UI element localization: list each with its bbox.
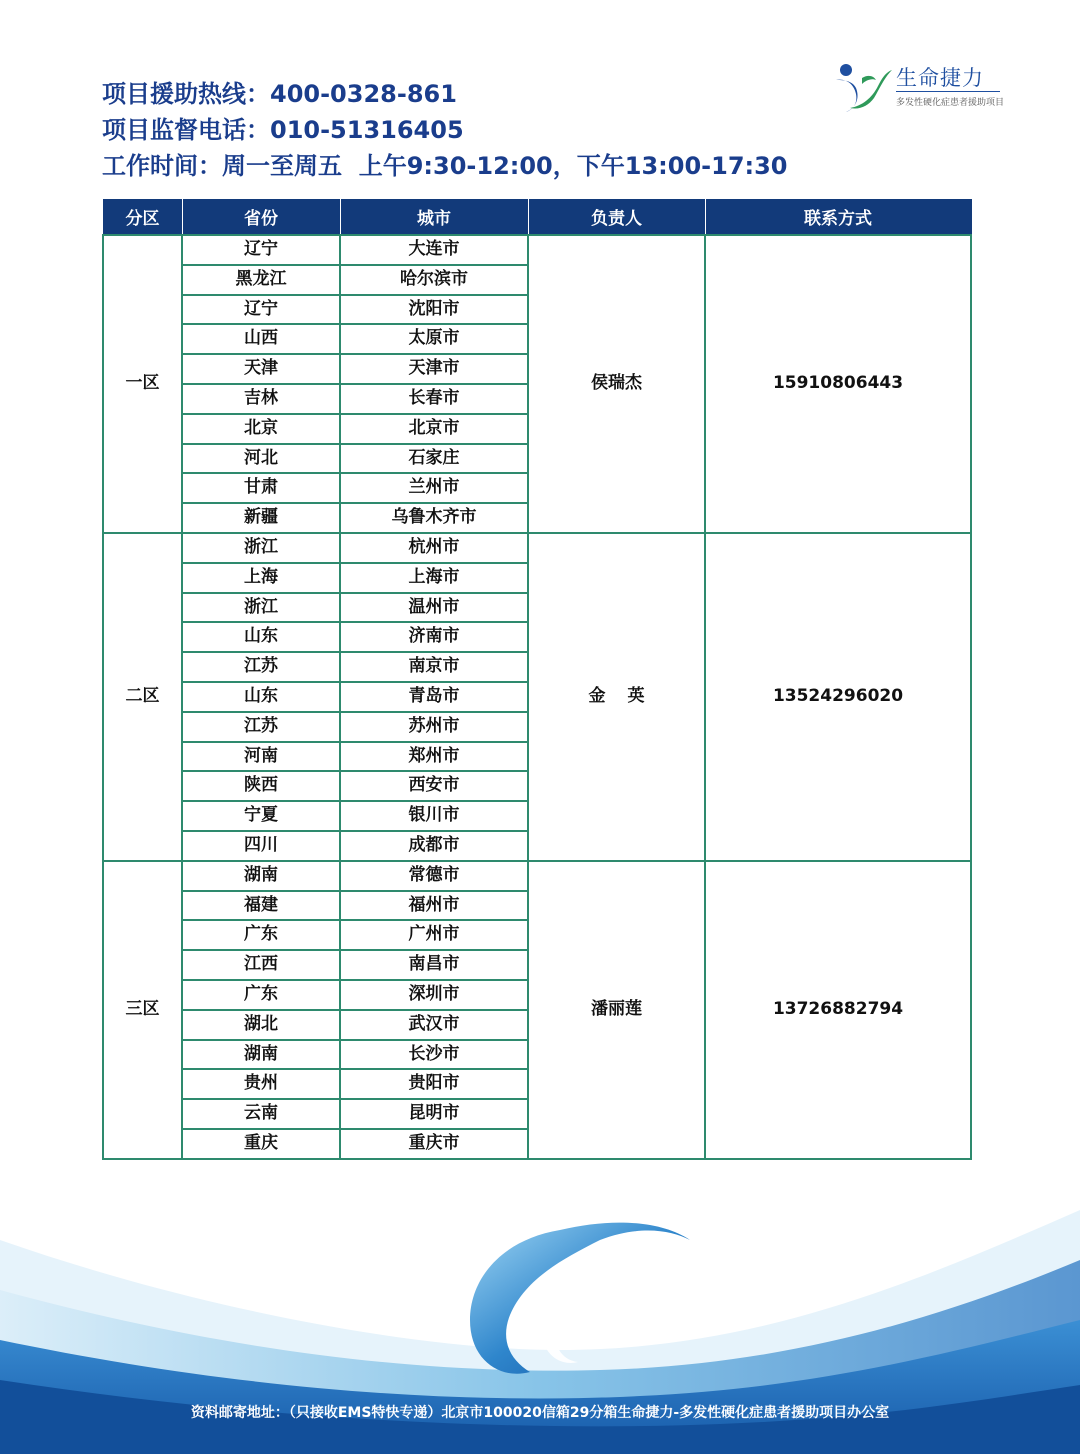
province-cell: 北京 <box>182 414 340 444</box>
contact-phone-cell: 15910806443 <box>705 235 971 533</box>
working-hours-label: 工作时间： <box>102 152 222 180</box>
province-cell: 河南 <box>182 742 340 772</box>
mailing-address: 资料邮寄地址：（只接收EMS特快专递）北京市100020信箱29分箱生命捷力-多发性硬化症患者援助项目办公室 <box>190 1405 890 1421</box>
city-cell: 北京市 <box>340 414 528 444</box>
column-header-province: 省份 <box>182 199 340 235</box>
manager-name: 金英 <box>588 685 667 706</box>
table-row <box>103 533 971 563</box>
city-cell: 长春市 <box>340 384 528 414</box>
zone-cell: 三区 <box>103 861 182 1159</box>
city-cell: 苏州市 <box>340 712 528 742</box>
city-cell: 济南市 <box>340 622 528 652</box>
province-cell: 江苏 <box>182 652 340 682</box>
city-cell: 贵阳市 <box>340 1069 528 1099</box>
city-cell: 银川市 <box>340 801 528 831</box>
brand-logo <box>832 58 1012 114</box>
province-cell: 河北 <box>182 444 340 474</box>
contact-phone-cell: 13726882794 <box>705 861 971 1159</box>
city-cell: 深圳市 <box>340 980 528 1010</box>
column-header-city: 城市 <box>340 199 528 235</box>
province-cell: 辽宁 <box>182 295 340 325</box>
city-cell: 乌鲁木齐市 <box>340 503 528 533</box>
province-cell: 山西 <box>182 324 340 354</box>
table-row <box>103 235 971 265</box>
city-cell: 成都市 <box>340 831 528 861</box>
manager-name: 潘丽莲 <box>591 998 642 1019</box>
province-cell: 贵州 <box>182 1069 340 1099</box>
city-cell: 上海市 <box>340 563 528 593</box>
city-cell: 青岛市 <box>340 682 528 712</box>
province-cell: 云南 <box>182 1099 340 1129</box>
city-cell: 武汉市 <box>340 1010 528 1040</box>
contact-info-header <box>102 76 822 184</box>
column-header-manager: 负责人 <box>528 199 705 235</box>
working-hours-value: 周一至周五 上午9:30-12:00，下午13:00-17:30 <box>222 152 788 180</box>
city-cell: 南京市 <box>340 652 528 682</box>
province-cell: 上海 <box>182 563 340 593</box>
province-cell: 江苏 <box>182 712 340 742</box>
province-cell: 天津 <box>182 354 340 384</box>
table-row <box>103 861 971 891</box>
city-cell: 福州市 <box>340 891 528 921</box>
city-cell: 石家庄 <box>340 444 528 474</box>
city-cell: 广州市 <box>340 920 528 950</box>
hotline-label: 项目援助热线： <box>102 80 270 108</box>
hotline-number: 400-0328-861 <box>270 80 457 108</box>
hotline-line <box>102 76 822 112</box>
province-cell: 陕西 <box>182 771 340 801</box>
supervision-line <box>102 112 822 148</box>
province-cell: 湖南 <box>182 1040 340 1070</box>
province-cell: 广东 <box>182 920 340 950</box>
manager-cell <box>528 235 705 533</box>
province-cell: 黑龙江 <box>182 265 340 295</box>
province-cell: 重庆 <box>182 1129 340 1159</box>
city-cell: 常德市 <box>340 861 528 891</box>
column-header-zone: 分区 <box>103 199 182 235</box>
province-cell: 四川 <box>182 831 340 861</box>
column-header-contact: 联系方式 <box>705 199 971 235</box>
city-cell: 重庆市 <box>340 1129 528 1159</box>
city-cell: 南昌市 <box>340 950 528 980</box>
manager-cell <box>528 861 705 1159</box>
table-header-row <box>103 199 971 235</box>
city-cell: 温州市 <box>340 593 528 623</box>
province-cell: 辽宁 <box>182 235 340 265</box>
zone-cell: 二区 <box>103 533 182 861</box>
logo-figure-icon <box>832 58 894 114</box>
manager-name: 侯瑞杰 <box>591 373 642 394</box>
city-cell: 哈尔滨市 <box>340 265 528 295</box>
province-cell: 新疆 <box>182 503 340 533</box>
city-cell: 天津市 <box>340 354 528 384</box>
logo-divider <box>896 91 1000 92</box>
province-cell: 湖南 <box>182 861 340 891</box>
logo-subtitle: 多发性硬化症患者援助项目 <box>896 98 1005 108</box>
province-cell: 江西 <box>182 950 340 980</box>
city-cell: 杭州市 <box>340 533 528 563</box>
city-cell: 昆明市 <box>340 1099 528 1129</box>
province-cell: 浙江 <box>182 593 340 623</box>
city-cell: 郑州市 <box>340 742 528 772</box>
province-cell: 广东 <box>182 980 340 1010</box>
working-hours-line <box>102 148 822 184</box>
supervision-number: 010-51316405 <box>270 116 464 144</box>
province-cell: 山东 <box>182 682 340 712</box>
province-cell: 宁夏 <box>182 801 340 831</box>
province-cell: 福建 <box>182 891 340 921</box>
province-cell: 湖北 <box>182 1010 340 1040</box>
city-cell: 沈阳市 <box>340 295 528 325</box>
city-cell: 大连市 <box>340 235 528 265</box>
logo-title: 生命捷力 <box>896 66 984 90</box>
city-cell: 长沙市 <box>340 1040 528 1070</box>
regional-contacts-table <box>102 199 972 1160</box>
province-cell: 浙江 <box>182 533 340 563</box>
zone-cell: 一区 <box>103 235 182 533</box>
supervision-label: 项目监督电话： <box>102 116 270 144</box>
city-cell: 太原市 <box>340 324 528 354</box>
manager-cell <box>528 533 705 861</box>
city-cell: 兰州市 <box>340 473 528 503</box>
table-body <box>103 235 971 1159</box>
province-cell: 吉林 <box>182 384 340 414</box>
province-cell: 山东 <box>182 622 340 652</box>
province-cell: 甘肃 <box>182 473 340 503</box>
city-cell: 西安市 <box>340 771 528 801</box>
contact-phone-cell: 13524296020 <box>705 533 971 861</box>
